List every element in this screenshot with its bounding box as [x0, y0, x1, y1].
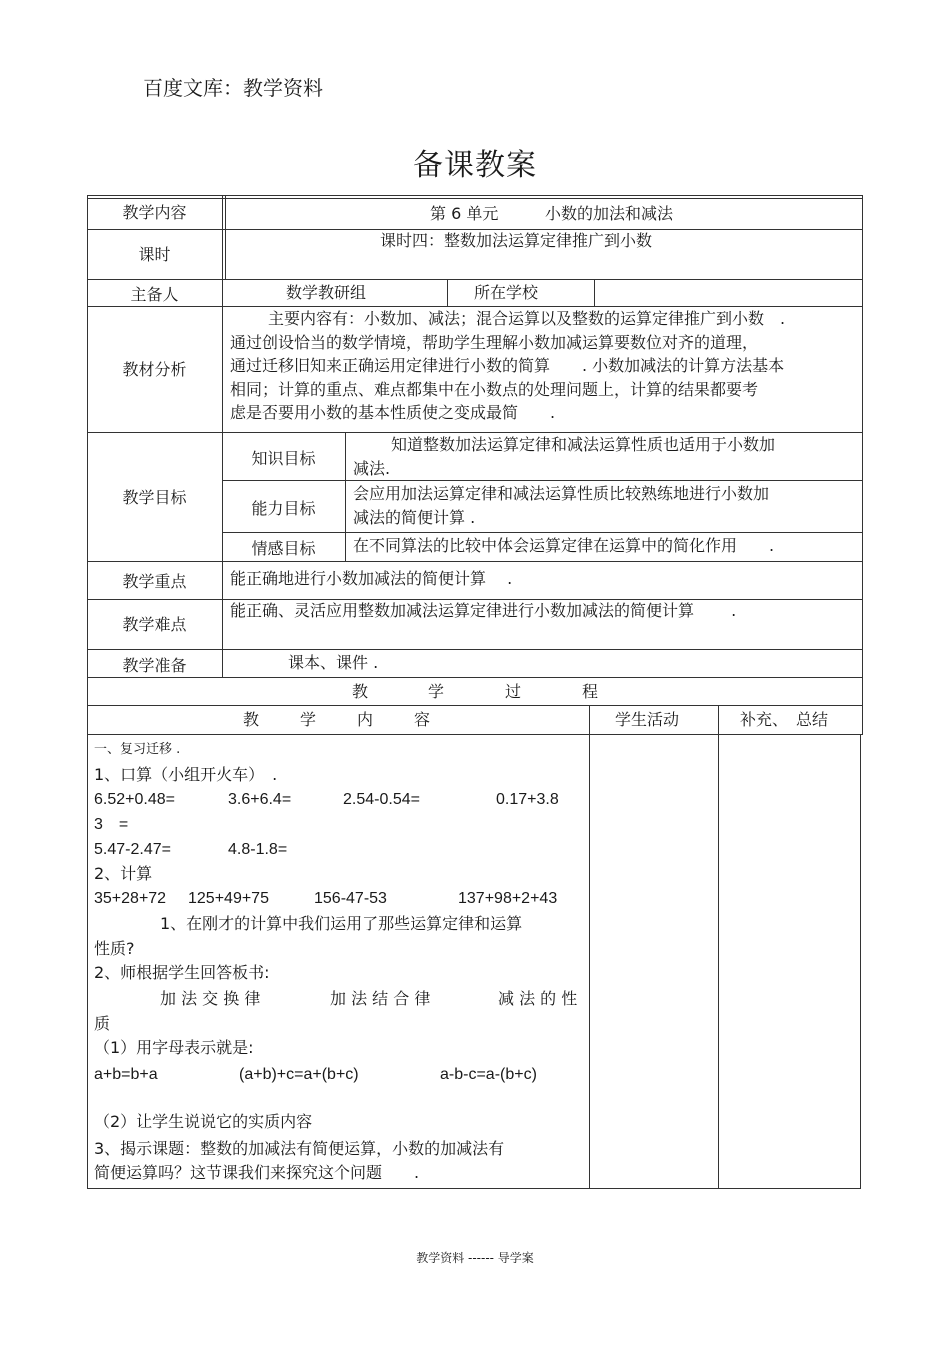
formula: a-b-c=a-(b+c): [440, 1066, 537, 1083]
key-text: 能正确地进行小数加减法的简便计算 .: [230, 569, 513, 588]
exercise: 35+28+72: [94, 890, 167, 907]
formula: (a+b)+c=a+(b+c): [239, 1066, 359, 1083]
goals-label: 教学目标: [122, 488, 187, 507]
content-topic: 小数的加法和减法: [545, 204, 674, 223]
lesson-value: 课时四：整数加法运算定律推广到小数: [380, 231, 653, 250]
prep-label: 教学准备: [122, 656, 187, 675]
lesson-label: 课时: [138, 245, 171, 264]
goal-ability-text: 会应用加法运算定律和减法运算性质比较熟练地进行小数加 减法的简便计算 .: [353, 484, 770, 527]
review-heading: 一、复习迁移 .: [94, 742, 181, 757]
document-header: 百度文库：教学资料: [143, 76, 323, 100]
exercise: 156-47-53: [314, 890, 387, 907]
law-associative: 加 法 结 合 律: [330, 989, 431, 1008]
exercise: 137+98+2+43: [458, 890, 558, 907]
goal-knowledge-label: 知识目标: [251, 449, 316, 468]
board-heading: 2、师根据学生回答板书:: [94, 963, 270, 982]
content-unit: 第 6 单元: [430, 204, 499, 223]
question-text-cont: 性质?: [94, 939, 135, 958]
exercise: 125+49+75: [188, 890, 269, 907]
preparer-value: 数学教研组: [286, 283, 367, 302]
exercise-continued: 3 =: [94, 816, 129, 833]
calc-heading: 2、计算: [94, 864, 153, 883]
analysis-label: 教材分析: [122, 360, 187, 379]
difficulty-label: 教学难点: [122, 615, 187, 634]
page-title: 备课教案: [413, 148, 537, 183]
law-commutative: 加 法 交 换 律: [160, 989, 261, 1008]
difficulty-text: 能正确、灵活应用整数加减法运算定律进行小数加减法的简便计算 .: [230, 601, 737, 620]
exercise: 4.8-1.8=: [228, 841, 288, 858]
analysis-text: 主要内容有：小数加、减法；混合运算以及整数的运算定律推广到小数 . 通过创设恰当的数学情境，帮助学生理解小数加减运算要数位对齐的道理， 通过迁移旧知来正确运用定律进行小数的简算 . 小数加减法的计算方法基本 相同；计算的重点、难点都集中在小数点的处理问题上，计算的结果都要考 虑是否要用小数的基本性质使之变成最简 .: [230, 309, 786, 422]
col-student-header: 学生活动: [615, 710, 680, 729]
col-supplement-header: 补充、 总结: [740, 710, 829, 729]
law-subtraction: 减 法 的 性: [498, 989, 578, 1008]
exercise: 3.6+6.4=: [228, 791, 292, 808]
goal-emotion-label: 情感目标: [251, 539, 316, 558]
oral-calc-heading: 1、口算（小组开火车） .: [94, 765, 278, 784]
content-label: 教学内容: [122, 203, 187, 222]
letters-heading: （1）用字母表示就是:: [94, 1038, 254, 1057]
essence-text: （2）让学生说说它的实质内容: [94, 1112, 313, 1131]
goal-emotion-text: 在不同算法的比较中体会运算定律在运算中的简化作用 .: [353, 536, 775, 555]
topic-reveal: 3、揭示课题：整数的加减法有简便运算，小数的加减法有: [94, 1139, 505, 1158]
preparer-label: 主备人: [130, 285, 179, 304]
goal-ability-label: 能力目标: [251, 499, 316, 518]
exercise: 6.52+0.48=: [94, 791, 175, 808]
exercise: 5.47-2.47=: [94, 841, 171, 858]
goal-knowledge-text: 知道整数加法运算定律和减法运算性质也适用于小数加 减法.: [353, 435, 776, 478]
page-footer: 教学资料 ------ 导学案: [416, 1251, 534, 1265]
formula: a+b=b+a: [94, 1066, 158, 1083]
exercise: 0.17+3.8: [496, 791, 559, 808]
topic-reveal-cont: 简便运算吗？这节课我们来探究这个问题 .: [94, 1163, 420, 1182]
prep-text: 课本、课件 .: [288, 653, 379, 672]
exercise: 2.54-0.54=: [343, 791, 420, 808]
law-subtraction-cont: 质: [94, 1014, 111, 1033]
key-label: 教学重点: [122, 572, 187, 591]
question-text: 1、在刚才的计算中我们运用了那些运算定律和运算: [160, 914, 523, 933]
school-label: 所在学校: [474, 283, 539, 302]
